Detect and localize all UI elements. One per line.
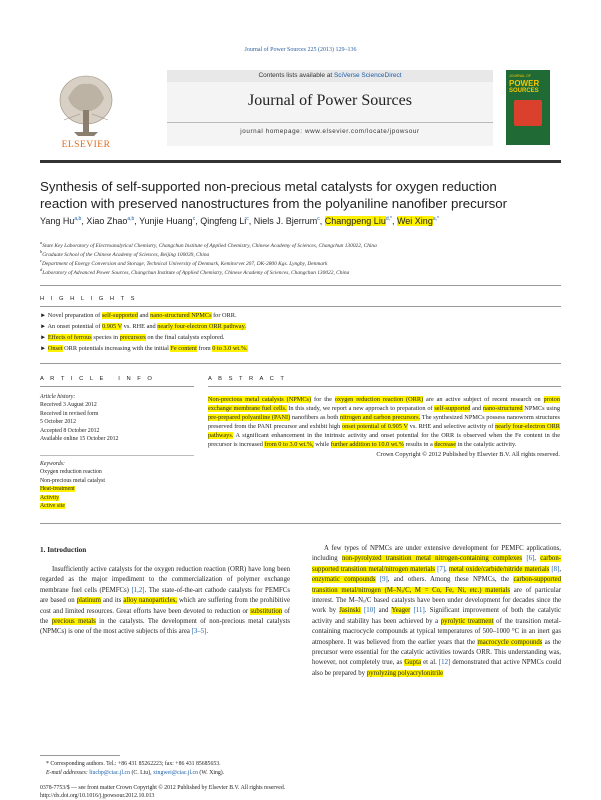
affiliation-c-sup: c <box>40 258 42 263</box>
right-mark-4: enzymatic compounds <box>312 576 376 584</box>
footer-doi-link[interactable]: http://dx.doi.org/10.1016/j.jpowsour.2012.10.013 <box>40 793 155 799</box>
intro-ref-1[interactable]: [1,2] <box>131 586 145 594</box>
highlight-4-text-e: from <box>196 345 213 352</box>
elsevier-wordmark: ELSEVIER <box>61 140 111 150</box>
cover-graphic-icon <box>514 100 542 126</box>
right-text-3: , <box>445 565 449 573</box>
intro-ref-6[interactable]: [3–5] <box>191 628 207 636</box>
email-liu-name: (C. Liu), <box>130 770 154 776</box>
intro-text-2: . The state-of-the-art cathode catalysts for PEMFCs are based on <box>40 586 290 605</box>
abstract-mark-15: onset potential of 0.905 V <box>341 423 408 431</box>
author-7-affil[interactable]: a, <box>432 216 437 222</box>
highlight-2 <box>40 323 560 330</box>
right-text-2: , <box>534 555 541 563</box>
abstract-mark-9: nano-structured <box>483 405 523 413</box>
footer-issn: 0378-7753/$ — see front matter Crown Copyright © 2012 Published by Elsevier B.V. All rights reserved. <box>40 785 286 791</box>
affiliation-b-text: Graduate School of the Chinese Academy of Sciences, Beijing 100039, China <box>42 251 210 258</box>
intro-text-4: which are suffering from the prohibitive cost and limited resources. Great efforts have been devoted to reduction or <box>40 597 291 615</box>
abstract-text-2: for the <box>311 396 335 403</box>
abstract-mark-13: nitrogen and carbon precursors. <box>340 414 421 422</box>
highlight-1 <box>40 312 560 319</box>
abstract-mark-1: Non-precious metal catalysts (NPMCs) <box>208 396 312 403</box>
affiliations-rule <box>40 285 561 286</box>
sciencedirect-link[interactable]: SciVerse ScienceDirect <box>333 72 402 79</box>
author-7: Wei Xing <box>396 216 433 226</box>
article-history <box>40 393 196 443</box>
intro-right-paragraph <box>312 544 561 679</box>
right-mark-9: macrocycle compounds <box>477 638 543 646</box>
email-liu-link[interactable]: liucbp@ciac.jl.cn <box>89 770 131 776</box>
right-ref-2[interactable]: [7] <box>435 565 445 573</box>
footnote-emails <box>46 769 296 778</box>
right-text-11: et al. <box>420 659 439 667</box>
abstract-text-12: nanofibers as both <box>290 414 341 422</box>
highlight-4-text-a: ► <box>40 345 48 352</box>
abstract-text-22: results in a <box>403 441 435 449</box>
highlight-1-text-a: ► Novel preparation of <box>40 312 102 319</box>
author-4-affil[interactable]: c <box>246 216 249 222</box>
intro-mark-4: substitution <box>250 607 283 615</box>
author-1-affil[interactable]: a,b <box>74 216 82 222</box>
right-ref-1[interactable]: [6] <box>522 555 535 563</box>
right-mark-12: pyrolyzing polyacrylonitrile <box>366 669 444 677</box>
cover-line-1: JOURNAL OF <box>509 74 532 78</box>
title-line-2: reaction with preserved nanostructures from the polyaniline nanofiber precursor <box>40 196 508 211</box>
highlight-3 <box>40 334 560 341</box>
right-mark-10: Gupta <box>404 659 421 667</box>
affiliation-a <box>40 240 562 249</box>
abstract-mark-3: oxygen reduction reaction (ORR) <box>334 396 424 403</box>
email-label: E-mail addresses: <box>46 770 90 776</box>
author-6: Changpeng Liu <box>324 216 386 226</box>
right-ref-11[interactable]: [12] <box>438 659 451 667</box>
abstract-mark-17: nearly four-electron ORR pathways. <box>208 423 560 440</box>
abstract-text-24: in the catalytic activity. <box>456 441 517 449</box>
contents-band <box>167 70 493 82</box>
article-title <box>40 178 562 212</box>
affiliation-c <box>40 258 562 267</box>
keyword-4-text: Activity <box>40 494 59 501</box>
keyword-1: Oxygen reduction reaction <box>40 469 102 476</box>
history-label: Article history: <box>40 394 76 400</box>
highlights-rule <box>40 306 561 307</box>
author-7-corresponding[interactable]: * <box>437 216 439 222</box>
journal-reference[interactable]: Journal of Power Sources 225 (2013) 129–136 <box>244 47 357 53</box>
abstract-text-18: A significant enhancement in the intrinsic activity and onset potential for the ORR is observed when the Fe content in the precursor is increased <box>208 432 560 449</box>
email-xing-name: (W. Xing). <box>197 770 225 776</box>
intro-text-5: of the <box>40 607 290 626</box>
intro-heading: 1. Introduction <box>40 546 87 554</box>
affiliation-c-text: Department of Energy Conversion and Storage, Technical University of Denmark, Kemitorvet 207, DK-2800 Kgs. Lyngby, Denmark <box>42 260 328 267</box>
highlight-2-mark-b: 0.905 V <box>102 323 123 330</box>
right-mark-2: carbon-supported transition metal/nitrogen materials <box>312 555 561 573</box>
keyword-4 <box>40 494 196 502</box>
author-list: Yang Hu$^{a,b}$, Xiao Zhao$^{a,b}$, Yunjie Huang$^c$, Qingfeng Li$^c$, Niels J. Bjerrum$^c$, Changpeng Liu$^{d,*}$, Wei Xing$^{a,*}$ <box>40 216 439 226</box>
header-thick-rule <box>40 160 561 163</box>
keyword-5 <box>40 502 196 510</box>
highlight-4-mark-f: 0 to 3.0 wt.%. <box>212 345 248 352</box>
intro-paragraph <box>40 565 290 638</box>
abstract-text-14: The synthesized NPMCs possess nanoworm structures preserved from the PANI precursor and exhibit high <box>208 414 560 431</box>
history-online: Available online 15 October 2012 <box>40 436 119 443</box>
footnote-rule <box>40 755 120 756</box>
right-text-9: of the transition metal-containing macrocycle compounds at typical temperatures of 500–1000 °C in an inert gas atmosphere. It was believed from the earlier years that the <box>312 617 561 646</box>
right-mark-3: metal oxide/carbide/nitride materials <box>448 565 550 573</box>
keyword-3-text: Heat-treatment <box>40 486 75 493</box>
intro-text-1: Insufficiently active catalysts for the oxygen reduction reaction (ORR) have long been regarded as the major impediment to the commercialization of polymer exchange membrane fuel cells (PEMFCs) <box>40 566 290 594</box>
right-text-1: A few types of NPMCs are under extensive development for PEMFC applications, including <box>312 545 561 563</box>
highlight-1-text-e: for ORR. <box>211 312 237 319</box>
right-text-12: demonstrated that active NPMCs could also be prepared by <box>312 659 562 677</box>
corresponding-footnote <box>46 760 296 778</box>
title-line-1: Synthesis of self-supported non-precious metal catalysts for oxygen reduction <box>40 179 497 194</box>
right-mark-8: pyrolytic treatment <box>440 617 494 625</box>
right-ref-6[interactable]: [10] <box>360 607 376 615</box>
abstract-body <box>208 395 560 459</box>
highlight-2-text-c: vs. RHE and <box>122 323 158 330</box>
keywords-label: Keywords: <box>40 461 65 467</box>
right-text-4: , <box>559 565 562 573</box>
abstract-mark-19: from 0 to 3.0 wt.%, <box>264 441 314 449</box>
abstract-text-16: vs. RHE and selective activity of <box>407 423 496 431</box>
highlight-1-text-c: and <box>137 312 151 319</box>
right-text-8: . Significant improvement of both the catalytic activity and stability has been achieved by a <box>312 607 562 625</box>
right-ref-4[interactable]: [9] <box>375 576 388 584</box>
keywords <box>40 460 196 510</box>
highlight-3-text-c: species in <box>91 334 120 341</box>
right-ref-3[interactable]: [8] <box>549 565 560 573</box>
article-info-rule <box>40 386 194 387</box>
cover-line-3: SOURCES <box>509 88 539 94</box>
abstract-mark-5: proton exchange membrane fuel cells. <box>208 396 560 413</box>
highlight-3-text-e: on the final catalysts explored. <box>145 334 225 341</box>
contents-prefix: Contents lists available at <box>258 72 334 79</box>
right-text-5: , and others. Among these NPMCs, the <box>387 576 514 584</box>
abstract-mark-23: decrease <box>434 441 456 449</box>
author-3-affil[interactable]: c <box>192 216 196 222</box>
abstract-copyright: Crown Copyright © 2012 Published by Elsevier B.V. All rights reserved. <box>376 450 560 458</box>
highlight-2-mark-d: nearly four-electron ORR pathway. <box>157 323 246 330</box>
affiliation-d-text: Laboratory of Advanced Power Sources, Changchun Institute of Applied Chemistry, Chinese Academy of Sciences, Changchun 130022, China <box>42 269 350 276</box>
abstract-text-6: In this study, we report a new approach to preparation of <box>286 405 435 413</box>
intro-mark-5: precious metals <box>51 618 96 626</box>
affiliation-b-sup: b <box>40 249 43 254</box>
affiliation-b <box>40 249 562 258</box>
right-text-10: as the precursor were essential for the catalytic activities towards ORR. This understanding was, however, not completely true, as <box>312 638 561 667</box>
affiliation-d-sup: d <box>40 267 43 272</box>
history-revised-date: 5 October 2012 <box>40 419 77 426</box>
affiliation-d <box>40 267 562 276</box>
highlight-4 <box>40 345 560 352</box>
header-divider <box>167 122 493 123</box>
right-ref-7[interactable]: [11] <box>410 607 425 615</box>
abstract-heading: A B S T R A C T <box>208 376 287 382</box>
highlight-3-mark-d: precursors <box>119 334 146 341</box>
highlight-4-mark-d: Fe content <box>170 345 197 352</box>
history-accepted: Accepted 8 October 2012 <box>40 427 100 434</box>
author-1: Yang Hu <box>40 216 75 226</box>
highlight-3-mark-b: Effects of ferrous <box>47 334 92 341</box>
abstract-rule <box>208 386 561 387</box>
author-6-affil[interactable]: d, <box>385 216 390 222</box>
abstract-text-4: are an active subject of recent research on <box>423 396 544 403</box>
abstract-mark-7: self-supported <box>434 405 471 413</box>
intro-text-3: and its <box>100 597 124 605</box>
abstract-text-8: and <box>470 405 484 413</box>
highlight-3-text-a: ► <box>40 334 48 341</box>
abstract-mark-21: further addition to 10.0 wt.% <box>330 441 404 449</box>
history-revised-label: Received in revised form <box>40 410 99 417</box>
right-mark-5: carbon-supported transition metal/nitrogen (M–Nₓ/C, M = Co, Fe, Ni, etc.) materials <box>312 576 561 594</box>
intro-text-6: in the catalysts. The development of non-precious metal catalysts (NPMCs) is one of the most active subjects of this area <box>40 618 290 636</box>
abstract-mark-11: pre-prepared polyaniline (PANI) <box>208 414 291 422</box>
abstract-text-20: while <box>313 441 331 449</box>
right-text-7: and <box>375 607 392 615</box>
intro-text-7: . <box>206 628 209 636</box>
history-received: Received 3 August 2012 <box>40 402 97 409</box>
right-mark-6: Jasinski <box>339 607 361 615</box>
article-info-heading: A R T I C L E I N F O <box>40 376 155 382</box>
affiliation-a-text: State Key Laboratory of Electroanalytical Chemistry, Changchun Institute of Applied Chemistry, Chinese Academy of Sciences, Changchun 130022, China <box>42 242 377 249</box>
author-2-affil[interactable]: a,b <box>127 216 135 222</box>
keyword-3 <box>40 485 196 493</box>
keyword-5-text: Active site <box>40 503 65 510</box>
keywords-rule <box>40 455 194 456</box>
highlight-4-text-c: ORR potentials increasing with the initial <box>62 345 171 352</box>
highlight-2-text-a: ► An onset potential of <box>40 323 103 330</box>
highlight-1-mark-d: nano-structured NPMCs <box>150 312 212 319</box>
cover-line-2: POWER <box>509 79 540 88</box>
highlight-1-mark-b: self-supported <box>101 312 138 319</box>
journal-title: Journal of Power Sources <box>248 92 412 109</box>
author-4: , Qingfeng Li <box>195 216 247 226</box>
abstract-bottom-rule <box>40 523 561 524</box>
intro-mark-2: platinum <box>76 597 101 605</box>
affiliation-a-sup: a <box>40 240 43 245</box>
highlight-4-mark-b: Onset <box>47 345 63 352</box>
footnote-phone: * Corresponding authors. Tel.: +86 431 85262223; fax: +86 431 85685653. <box>46 761 221 767</box>
right-text-6: are of particular interest. The M–Nₓ/C based catalysts have been under development for decades since the work by <box>312 586 561 615</box>
author-5-affil[interactable]: c <box>317 216 320 222</box>
email-xing-link[interactable]: xingwei@ciac.jl.cn <box>153 770 198 776</box>
highlights-heading: H I G H L I G H T S <box>40 296 137 302</box>
keyword-2: Non-precious metal catalyst <box>40 477 106 484</box>
author-5: , Niels J. Bjerrum <box>248 216 318 226</box>
journal-homepage[interactable]: journal homepage: www.elsevier.com/locate/jpowsour <box>240 128 420 135</box>
right-mark-7: Yeager <box>391 607 411 615</box>
intro-mark-3: alloy nanoparticles, <box>123 597 177 605</box>
abstract-text-10: NPMCs using <box>522 405 560 413</box>
highlights-bottom-rule <box>40 363 561 364</box>
author-6-corresponding[interactable]: * <box>390 216 392 222</box>
author-2: , Xiao Zhao <box>81 216 128 226</box>
author-3: , Yunjie Huang <box>134 216 193 226</box>
right-mark-1: non-pyrolyzed transition metal nitrogen-containing complexes <box>341 555 523 563</box>
journal-cover <box>506 70 550 145</box>
elsevier-logo <box>54 70 118 158</box>
